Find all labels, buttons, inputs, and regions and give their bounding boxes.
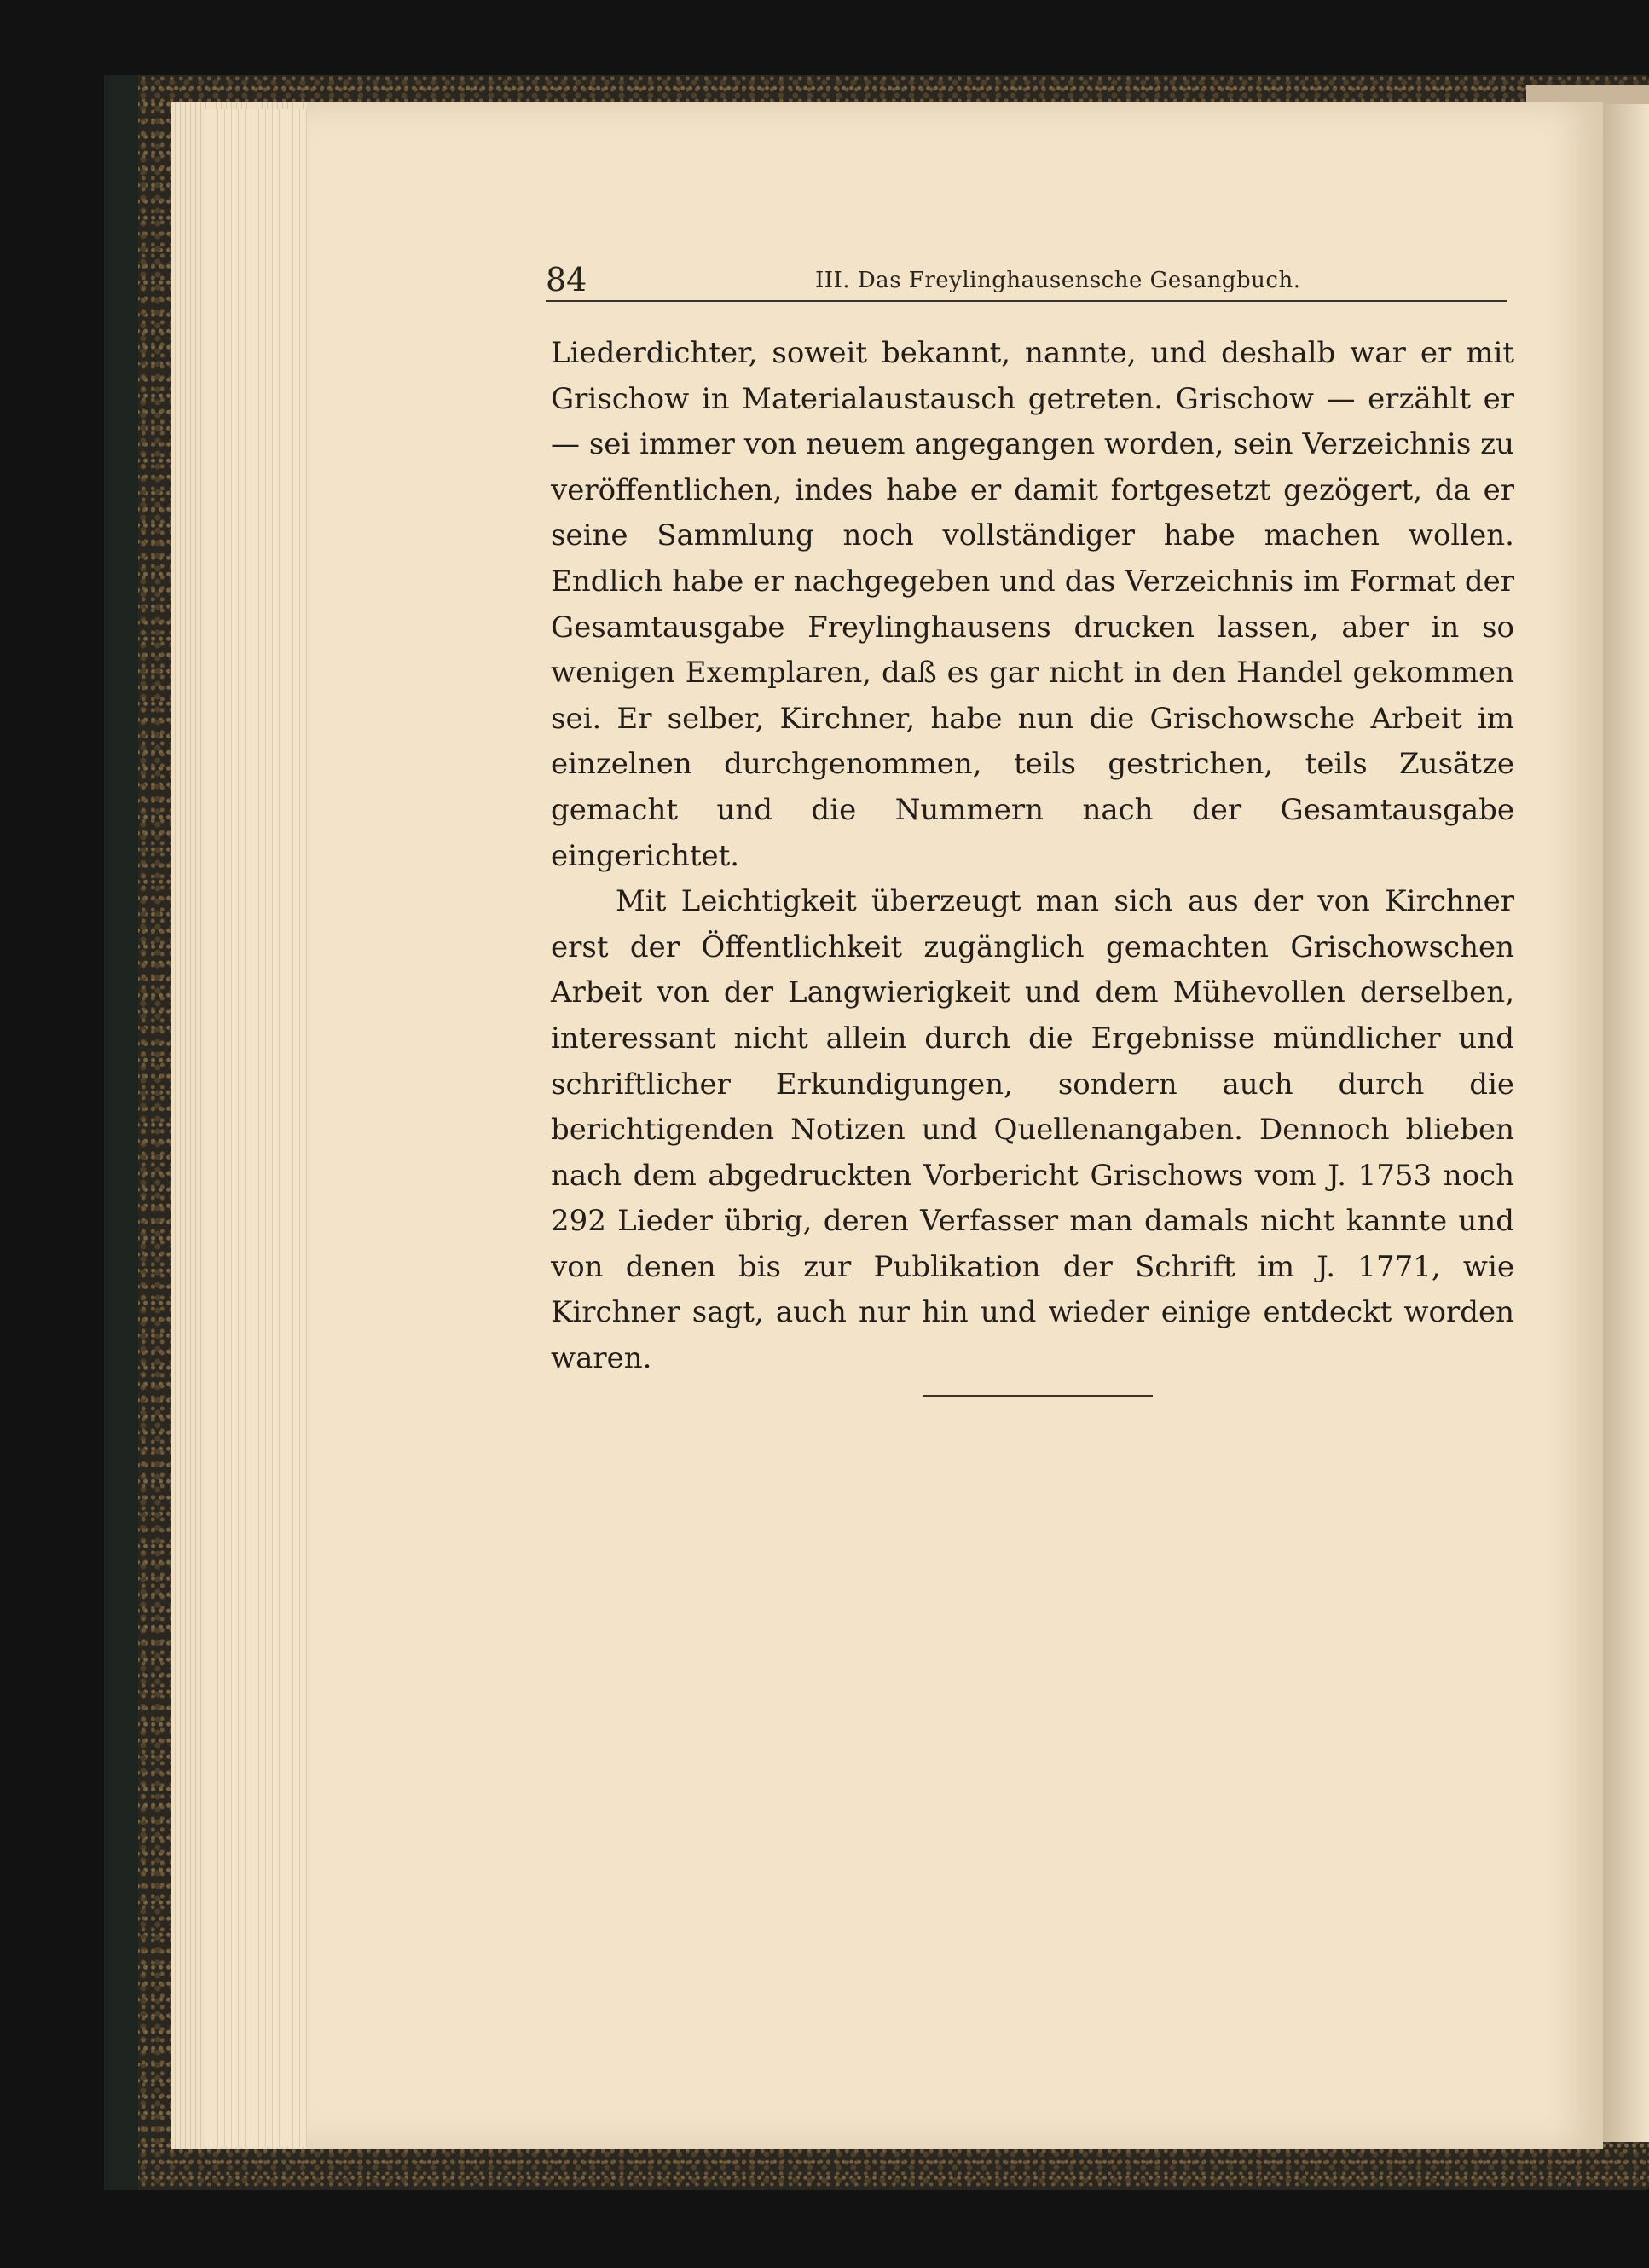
- page-body: [551, 331, 1514, 1382]
- top-edge-strip: [1526, 85, 1649, 104]
- page-number: 84: [546, 261, 587, 298]
- running-head: [546, 261, 1507, 302]
- facing-page-sliver: [1603, 104, 1649, 2142]
- paragraph-2: Mit Leichtigkeit überzeugt man sich aus der von Kirchner erst der Öffentlichkeit zugänglich gemachten Grischowschen Arbeit von der Langwierigkeit und dem Mühevollen derselben, interessant nicht allein durch die Ergebnisse mündlicher und schriftlicher Erkundigungen, sondern auch durch die berichtigenden Notizen und Quellenangaben. Dennoch blieben nach dem abgedruckten Vorbericht Grischows vom J. 1753 noch 292 Lieder übrig, deren Verfasser man damals nicht kannte und von denen bis zur Publikation der Schrift im J. 1771, wie Kirchner sagt, auch nur hin und wieder einige entdeckt worden waren.: [551, 884, 1514, 1376]
- book-spine-edge: [104, 75, 138, 2190]
- paragraph-1: Liederdichter, soweit bekannt, nannte, und deshalb war er mit Grischow in Materialaustausch getreten. Grischow — erzählt er — sei immer von neuem angegangen worden, sein Verzeichnis zu veröffentlichen, indes habe er damit fortgesetzt gezögert, da er seine Sammlung noch vollständiger habe machen wollen. Endlich habe er nachgegeben und das Verzeichnis im Format der Gesamtausgabe Freylinghausens drucken lassen, aber in so wenigen Exemplaren, daß es gar nicht in den Handel gekommen sei. Er selber, Kirchner, habe nun die Grischowsche Arbeit im einzelnen durchgenommen, teils gestrichen, teils Zusätze gemacht und die Nummern nach der Gesamtausgabe eingerichtet.: [551, 336, 1514, 873]
- section-end-rule: [923, 1395, 1153, 1397]
- running-title: III. Das Freylinghausensche Gesangbuch.: [815, 268, 1301, 293]
